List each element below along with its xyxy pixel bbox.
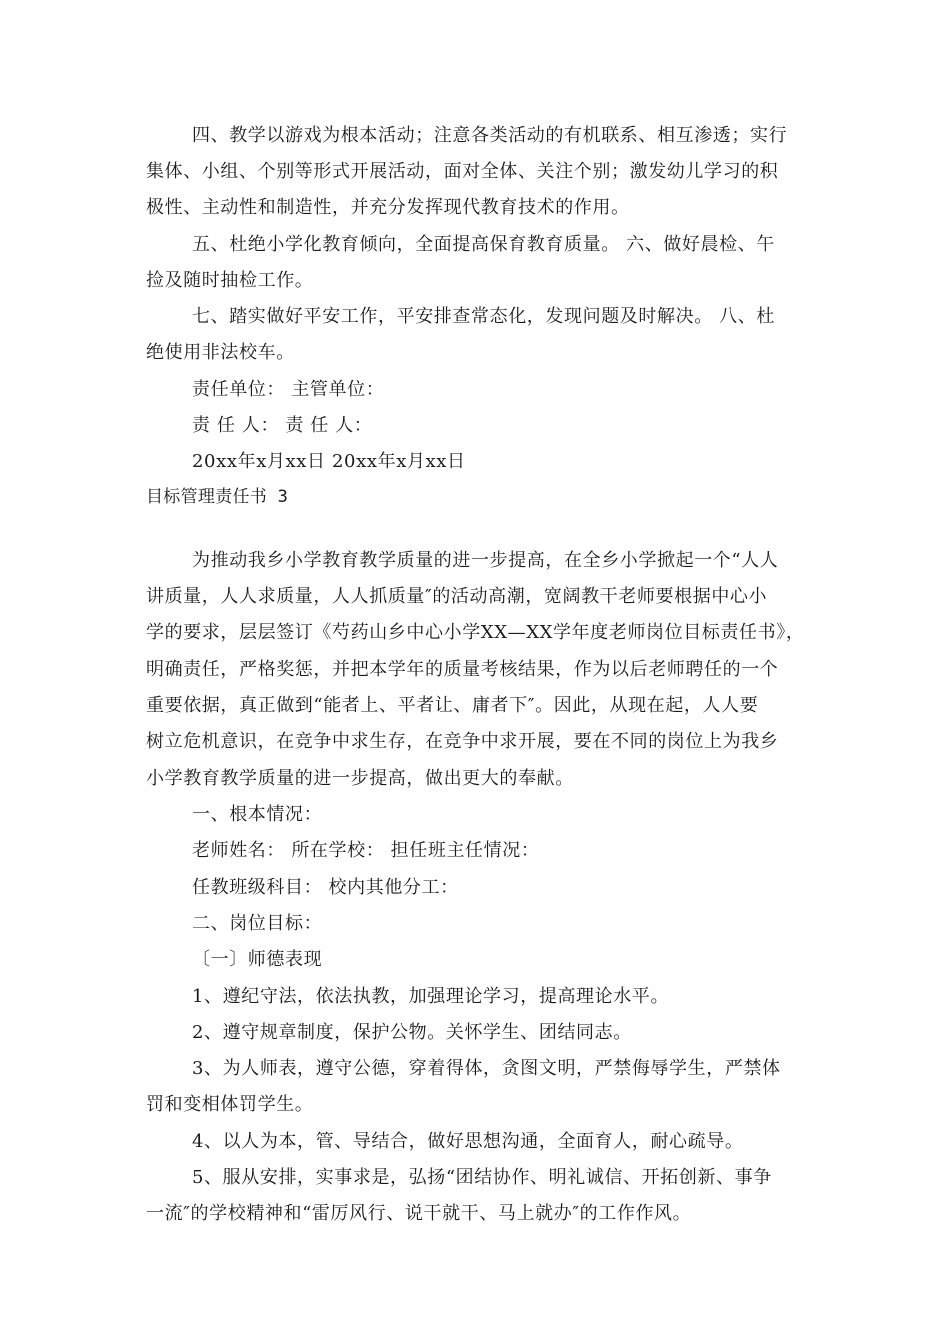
ethics-item-3-line-1: 3、为人师表，遵守公德，穿着得体，贪图文明，严禁侮辱学生，严禁体 [192, 1058, 781, 1079]
intro-line-3: 学的要求，层层签订《芍药山乡中心小学XX—XX学年度老师岗位目标责任书》， [146, 622, 805, 643]
intro-line-4: 明确责任，严格奖惩，并把本学年的质量考核结果，作为以后老师聘任的一个 [146, 659, 779, 680]
paragraph-5-line-1: 五、杜绝小学化教育倾向，全面提高保育教育质量。 六、做好晨检、午 [192, 234, 775, 255]
ethics-item-1: 1、遵纪守法，依法执教，加强理论学习，提高理论水平。 [192, 986, 670, 1007]
signature-unit: 责任单位： 主管单位： [192, 379, 385, 400]
ethics-item-4: 4、以人为本，管、导结合，做好思想沟通，全面育人，耐心疏导。 [192, 1131, 744, 1152]
basic-info-heading: 一、根本情况： [192, 804, 323, 825]
signature-person: 责 任 人： 责 任 人： [192, 415, 373, 436]
ethics-heading: 〔一〕师德表现 [192, 949, 323, 970]
paragraph-4-line-3: 极性、主动性和制造性，并充分发挥现代教育技术的作用。 [146, 197, 630, 218]
intro-line-6: 树立危机意识，在竞争中求生存，在竞争中求开展，要在不同的岗位上为我乡 [146, 731, 779, 752]
intro-line-1: 为推动我乡小学教育教学质量的进一步提高，在全乡小学掀起一个“人人 [192, 550, 779, 571]
ethics-item-5-line-2: 一流″的学校精神和“雷厉风行、说干就干、马上就办″的工作作风。 [146, 1203, 692, 1224]
goal-heading: 二、岗位目标： [192, 913, 323, 934]
ethics-item-3-line-2: 罚和变相体罚学生。 [146, 1094, 314, 1115]
ethics-item-2: 2、遵守规章制度，保护公物。关怀学生、团结同志。 [192, 1022, 632, 1043]
basic-info-line-2: 任教班级科目： 校内其他分工： [192, 877, 459, 898]
paragraph-5-line-2: 捡及随时抽检工作。 [146, 270, 314, 291]
signature-date: 20xx年x月xx日 20xx年x月xx日 [192, 451, 466, 472]
paragraph-4-line-1: 四、教学以游戏为根本活动；注意各类活动的有机联系、相互渗透；实行 [192, 125, 788, 146]
ethics-item-5-line-1: 5、服从安排，实事求是，弘扬“团结协作、明礼诚信、开拓创新、事争 [192, 1167, 772, 1188]
basic-info-line-1: 老师姓名： 所在学校： 担任班主任情况： [192, 840, 540, 861]
paragraph-4-line-2: 集体、小组、个别等形式开展活动，面对全体、关注个别；激发幼儿学习的积 [146, 161, 779, 182]
intro-line-5: 重要依据，真正做到“能者上、平者让、庸者下″。因此，从现在起，人人要 [146, 695, 759, 716]
paragraph-7-line-2: 绝使用非法校车。 [146, 342, 295, 363]
paragraph-7-line-1: 七、踏实做好平安工作，平安排查常态化，发现问题及时解决。 八、杜 [192, 306, 775, 327]
intro-line-2: 讲质量，人人求质量，人人抓质量″的活动高潮，宽阔教干老师要根据中心小 [146, 586, 768, 607]
section-title: 目标管理责任书 3 [146, 487, 289, 507]
intro-line-7: 小学教育教学质量的进一步提高，做出更大的奉献。 [146, 768, 574, 789]
